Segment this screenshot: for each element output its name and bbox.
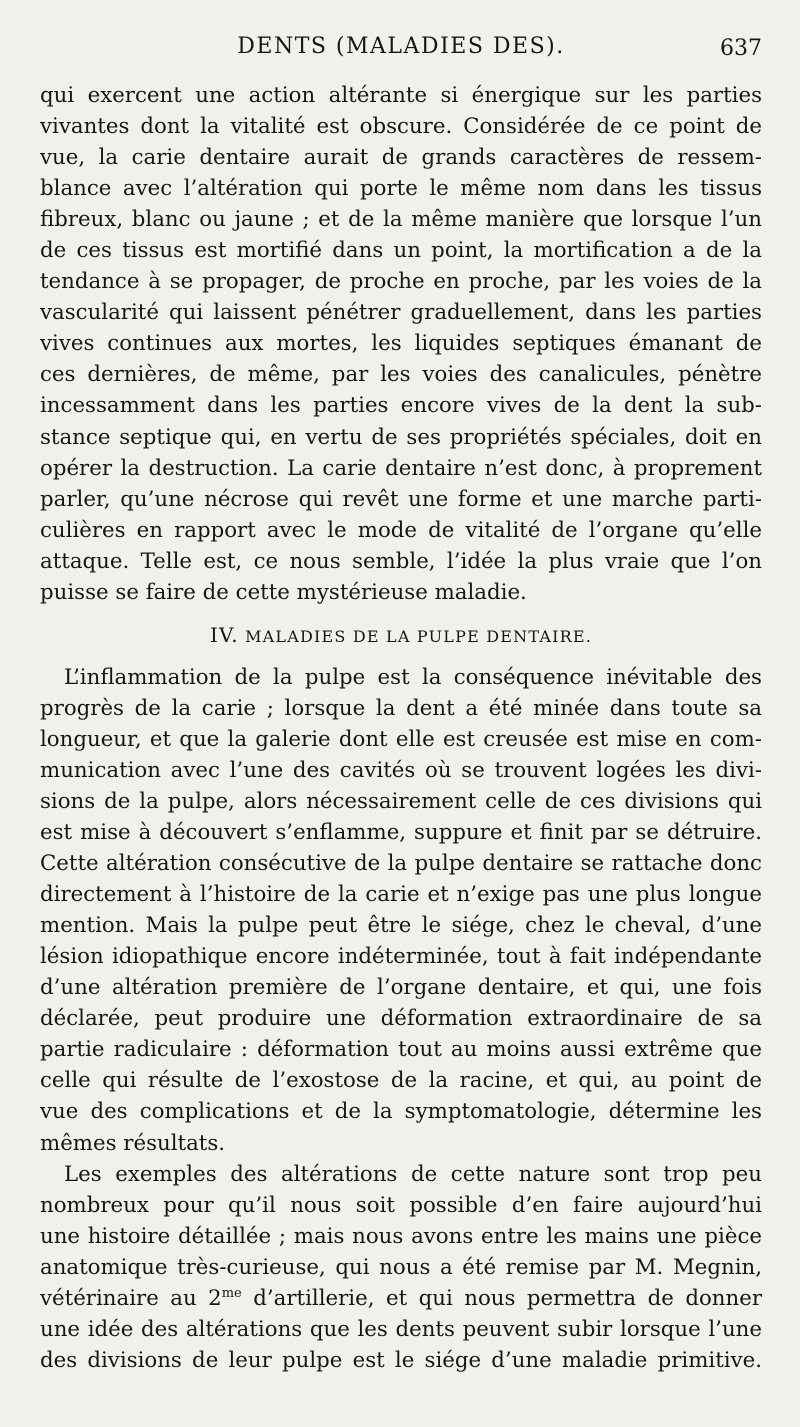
text-line: directement à l’histoire de la carie et n’exige pas une plus longue xyxy=(40,882,762,908)
text-line: sions de la pulpe, alors nécessairement celle de ces divisions qui xyxy=(40,788,762,814)
paragraph-carie-conclusion xyxy=(40,80,762,608)
text-line: Les exemples des altérations de cette nature sont trop peu xyxy=(64,1161,762,1187)
paragraph-examples xyxy=(40,1159,762,1376)
text-line: ces dernières, de même, par les voies des canalicules, pénètre xyxy=(40,362,762,388)
text-line: lésion idiopathique encore indéterminée, tout à fait indépendante xyxy=(40,944,762,970)
text-line: nombreux pour qu’il nous soit possible d’en faire aujourd’hui xyxy=(40,1192,762,1218)
paragraph-pulp-inflammation xyxy=(40,662,762,1159)
text-line: déclarée, peut produire une déformation extraordinaire de sa xyxy=(40,1006,762,1032)
text-line: fibreux, blanc ou jaune ; et de la même manière que lorsque l’un xyxy=(40,207,762,233)
text-line: d’une altération première de l’organe dentaire, et qui, une fois xyxy=(40,975,762,1001)
text-line: puisse se faire de cette mystérieuse maladie. xyxy=(40,579,527,605)
text-line: culières en rapport avec le mode de vitalité de l’organe qu’elle xyxy=(40,517,762,543)
text-line: vue, la carie dentaire aurait de grands caractères de ressem- xyxy=(40,145,762,171)
text-line: celle qui résulte de l’exostose de la racine, et qui, au point de xyxy=(40,1068,762,1094)
text-line: est mise à découvert s’enflamme, suppure et finit par se détruire. xyxy=(40,820,762,846)
page-number: 637 xyxy=(720,36,762,61)
running-header xyxy=(40,31,762,63)
text-line: Cette altération consécutive de la pulpe dentaire se rattache donc xyxy=(40,851,762,877)
text-line: incessamment dans les parties encore vives de la dent la sub- xyxy=(40,393,762,419)
text-line: opérer la destruction. La carie dentaire n’est donc, à proprement xyxy=(40,455,762,481)
text-line xyxy=(40,1283,762,1314)
text-line: de ces tissus est mortifié dans un point, la mortification a de la xyxy=(40,238,762,264)
text-line: mêmes résultats. xyxy=(40,1130,226,1156)
running-title: DENTS (MALADIES DES). xyxy=(237,34,565,59)
text-line: une idée des altérations que les dents peuvent subir lorsque l’une xyxy=(40,1316,762,1342)
text-line: des divisions de leur pulpe est le siége d’une maladie primitive. xyxy=(40,1347,762,1373)
text-line: tendance à se propager, de proche en proche, par les voies de la xyxy=(40,269,762,295)
text-line: attaque. Telle est, ce nous semble, l’idée la plus vraie que l’on xyxy=(40,548,762,574)
section-heading xyxy=(40,608,762,662)
text-line: mention. Mais la pulpe peut être le siége, chez le cheval, d’une xyxy=(40,913,762,939)
text-line: L’inflammation de la pulpe est la conséquence inévitable des xyxy=(64,664,762,690)
text-line: stance septique qui, en vertu de ses propriétés spéciales, doit en xyxy=(40,424,762,450)
text-line: blance avec l’altération qui porte le même nom dans les tissus xyxy=(40,176,762,202)
section-number: IV. xyxy=(209,622,239,647)
text-segment: d’artillerie, et qui nous permettra de donner xyxy=(241,1285,762,1311)
text-line: longueur, et que la galerie dont elle est creusée est mise en com- xyxy=(40,726,762,752)
page-body xyxy=(40,80,762,1376)
text-line: vue des complications et de la symptomatologie, détermine les xyxy=(40,1099,762,1125)
ordinal-suffix: me xyxy=(221,1285,242,1301)
text-line: anatomique très-curieuse, qui nous a été remise par M. Megnin, xyxy=(40,1254,762,1280)
text-line: parler, qu’une nécrose qui revêt une forme et une marche parti- xyxy=(40,486,762,512)
text-line: vives continues aux mortes, les liquides septiques émanant de xyxy=(40,331,762,357)
text-line: une histoire détaillée ; mais nous avons entre les mains une pièce xyxy=(40,1223,762,1249)
text-line: vascularité qui laissent pénétrer graduellement, dans les parties xyxy=(40,300,762,326)
text-line: partie radiculaire : déformation tout au moins aussi extrême que xyxy=(40,1037,762,1063)
section-title: MALADIES DE LA PULPE DENTAIRE. xyxy=(245,626,593,646)
text-line: vivantes dont la vitalité est obscure. Considérée de ce point de xyxy=(40,114,762,140)
text-line: progrès de la carie ; lorsque la dent a été minée dans toute sa xyxy=(40,695,762,721)
text-line: qui exercent une action altérante si énergique sur les parties xyxy=(40,83,762,108)
text-line: munication avec l’une des cavités où se trouvent logées les divi- xyxy=(40,757,762,783)
text-segment: vétérinaire au 2 xyxy=(40,1285,222,1311)
